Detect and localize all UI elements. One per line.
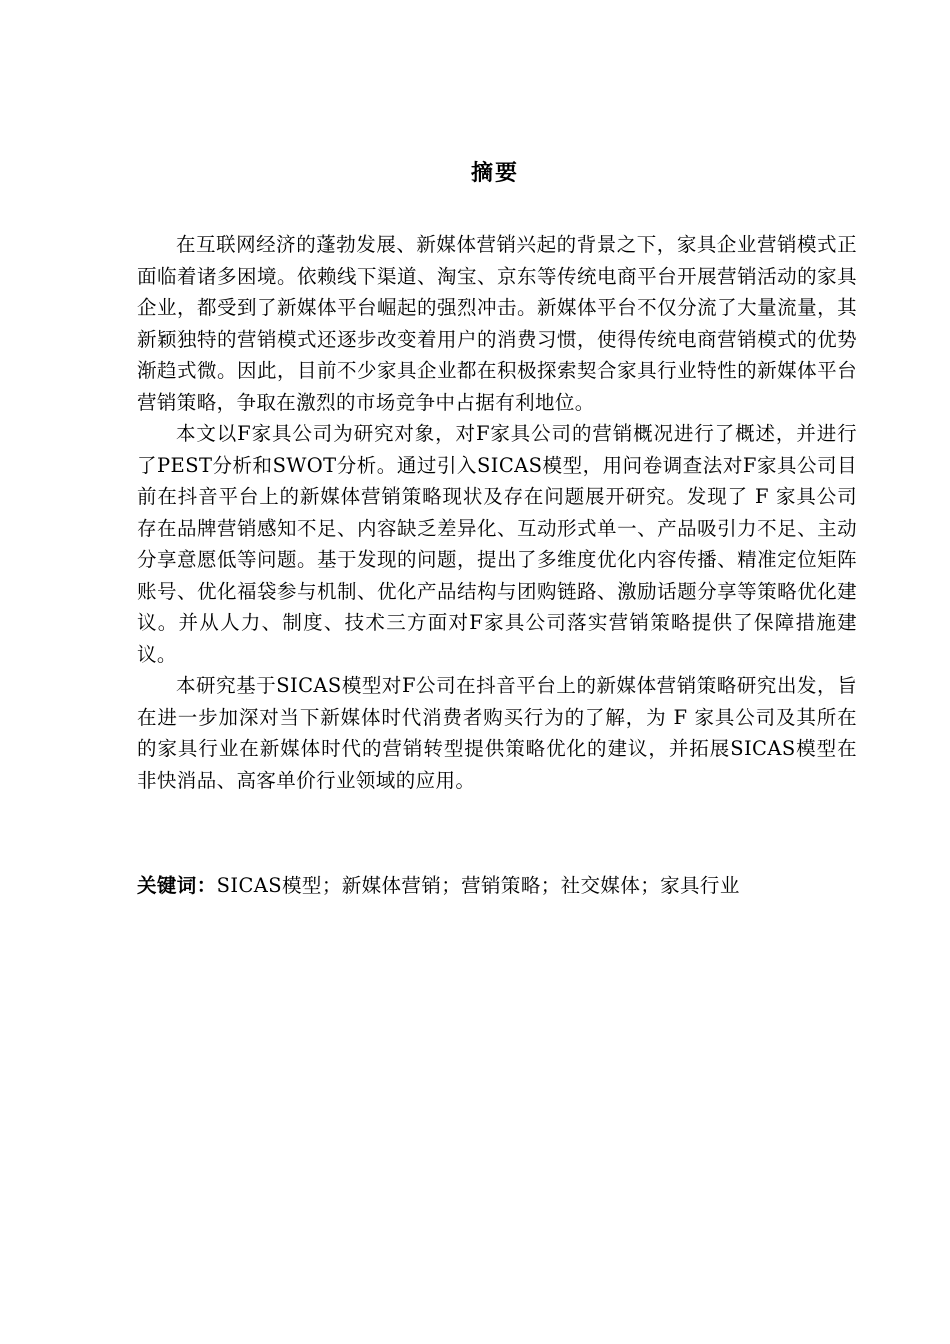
abstract-paragraph-3: 本研究基于SICAS模型对F公司在抖音平台上的新媒体营销策略研究出发，旨在进一步加深对当下新媒体时代消费者购买行为的了解，为 F 家具公司及其所在的家具行业在新媒体时代的营销转型提供策略优化的建议，并拓展SICAS模型在非快消品、高客单价行业领域的应用。 bbox=[137, 674, 857, 792]
abstract-paragraph-2: 本文以F家具公司为研究对象，对F家具公司的营销概况进行了概述，并进行了PEST分析和SWOT分析。通过引入SICAS模型，用问卷调查法对F家具公司目前在抖音平台上的新媒体营销策略现状及存在问题展开研究。发现了 F 家具公司存在品牌营销感知不足、内容缺乏差异化、互动形式单一、产品吸引力不足、主动分享意愿低等问题。基于发现的问题，提出了多维度优化内容传播、精准定位矩阵账号、优化福袋参与机制、优化产品结构与团购链路、激励话题分享等策略优化建议。并从人力、制度、技术三方面对F家具公司落实营销策略提供了保障措施建议。 bbox=[137, 422, 857, 666]
keywords-label: 关键词： bbox=[137, 874, 217, 897]
keywords-line bbox=[137, 870, 857, 902]
abstract-body bbox=[137, 229, 857, 796]
abstract-title: 摘要 bbox=[470, 161, 519, 186]
abstract-paragraph-1: 在互联网经济的蓬勃发展、新媒体营销兴起的背景之下，家具企业营销模式正面临着诸多困境。依赖线下渠道、淘宝、京东等传统电商平台开展营销活动的家具企业，都受到了新媒体平台崛起的强烈冲击。新媒体平台不仅分流了大量流量，其新颖独特的营销模式还逐步改变着用户的消费习惯，使得传统电商营销模式的优势渐趋式微。因此，目前不少家具企业都在积极探索契合家具行业特性的新媒体平台营销策略，争取在激烈的市场竞争中占据有利地位。 bbox=[137, 233, 857, 414]
keywords-text: SICAS模型；新媒体营销；营销策略；社交媒体；家具行业 bbox=[216, 874, 740, 897]
